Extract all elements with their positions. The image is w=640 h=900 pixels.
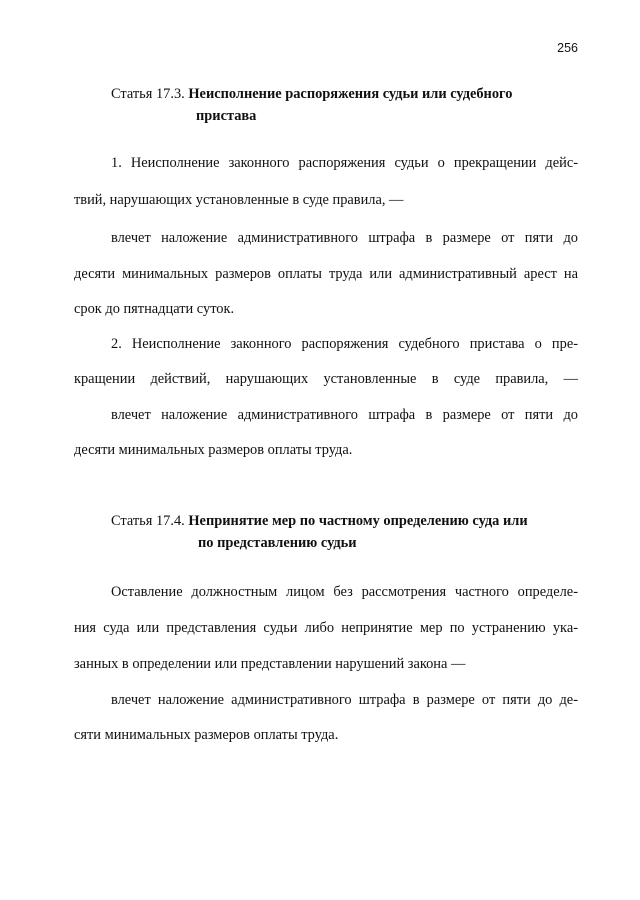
paragraph-line: десяти минимальных размеров оплаты труда. <box>74 442 353 458</box>
paragraph-line: влечет наложение административного штрафа в размере от пяти до де- <box>111 692 578 708</box>
article-heading-17-4 <box>111 510 581 554</box>
article-label: Статья 17.3. <box>111 86 185 102</box>
paragraph-line: кращении действий, нарушающих установленные в суде правила, — <box>74 371 578 387</box>
paragraph-line: 1. Неисполнение законного распоряжения судьи о прекращении дейс- <box>111 155 578 171</box>
article-title: Неисполнение распоряжения судьи или судебного <box>188 86 513 102</box>
article-heading-17-3 <box>111 83 581 127</box>
paragraph-line: Оставление должностным лицом без рассмотрения частного определе- <box>111 584 578 600</box>
article-title-continued: по представлению судьи <box>198 535 357 551</box>
paragraph-line: влечет наложение административного штрафа в размере от пяти до <box>111 230 578 246</box>
paragraph-line: десяти минимальных размеров оплаты труда или административный арест на <box>74 266 578 282</box>
paragraph-line: сяти минимальных размеров оплаты труда. <box>74 727 339 743</box>
paragraph-line: 2. Неисполнение законного распоряжения судебного пристава о пре- <box>111 336 578 352</box>
paragraph-line: твий, нарушающих установленные в суде правила, — <box>74 192 404 208</box>
article-title: Непринятие мер по частному определению суда или <box>188 513 528 529</box>
paragraph-line: ния суда или представления судьи либо непринятие мер по устранению ука- <box>74 620 578 636</box>
page-number: 256 <box>557 41 578 55</box>
paragraph-line: занных в определении или представлении нарушений закона — <box>74 656 466 672</box>
article-title-continued: пристава <box>196 108 257 124</box>
paragraph-line: влечет наложение административного штрафа в размере от пяти до <box>111 407 578 423</box>
paragraph-line: срок до пятнадцати суток. <box>74 301 235 317</box>
article-label: Статья 17.4. <box>111 513 185 529</box>
